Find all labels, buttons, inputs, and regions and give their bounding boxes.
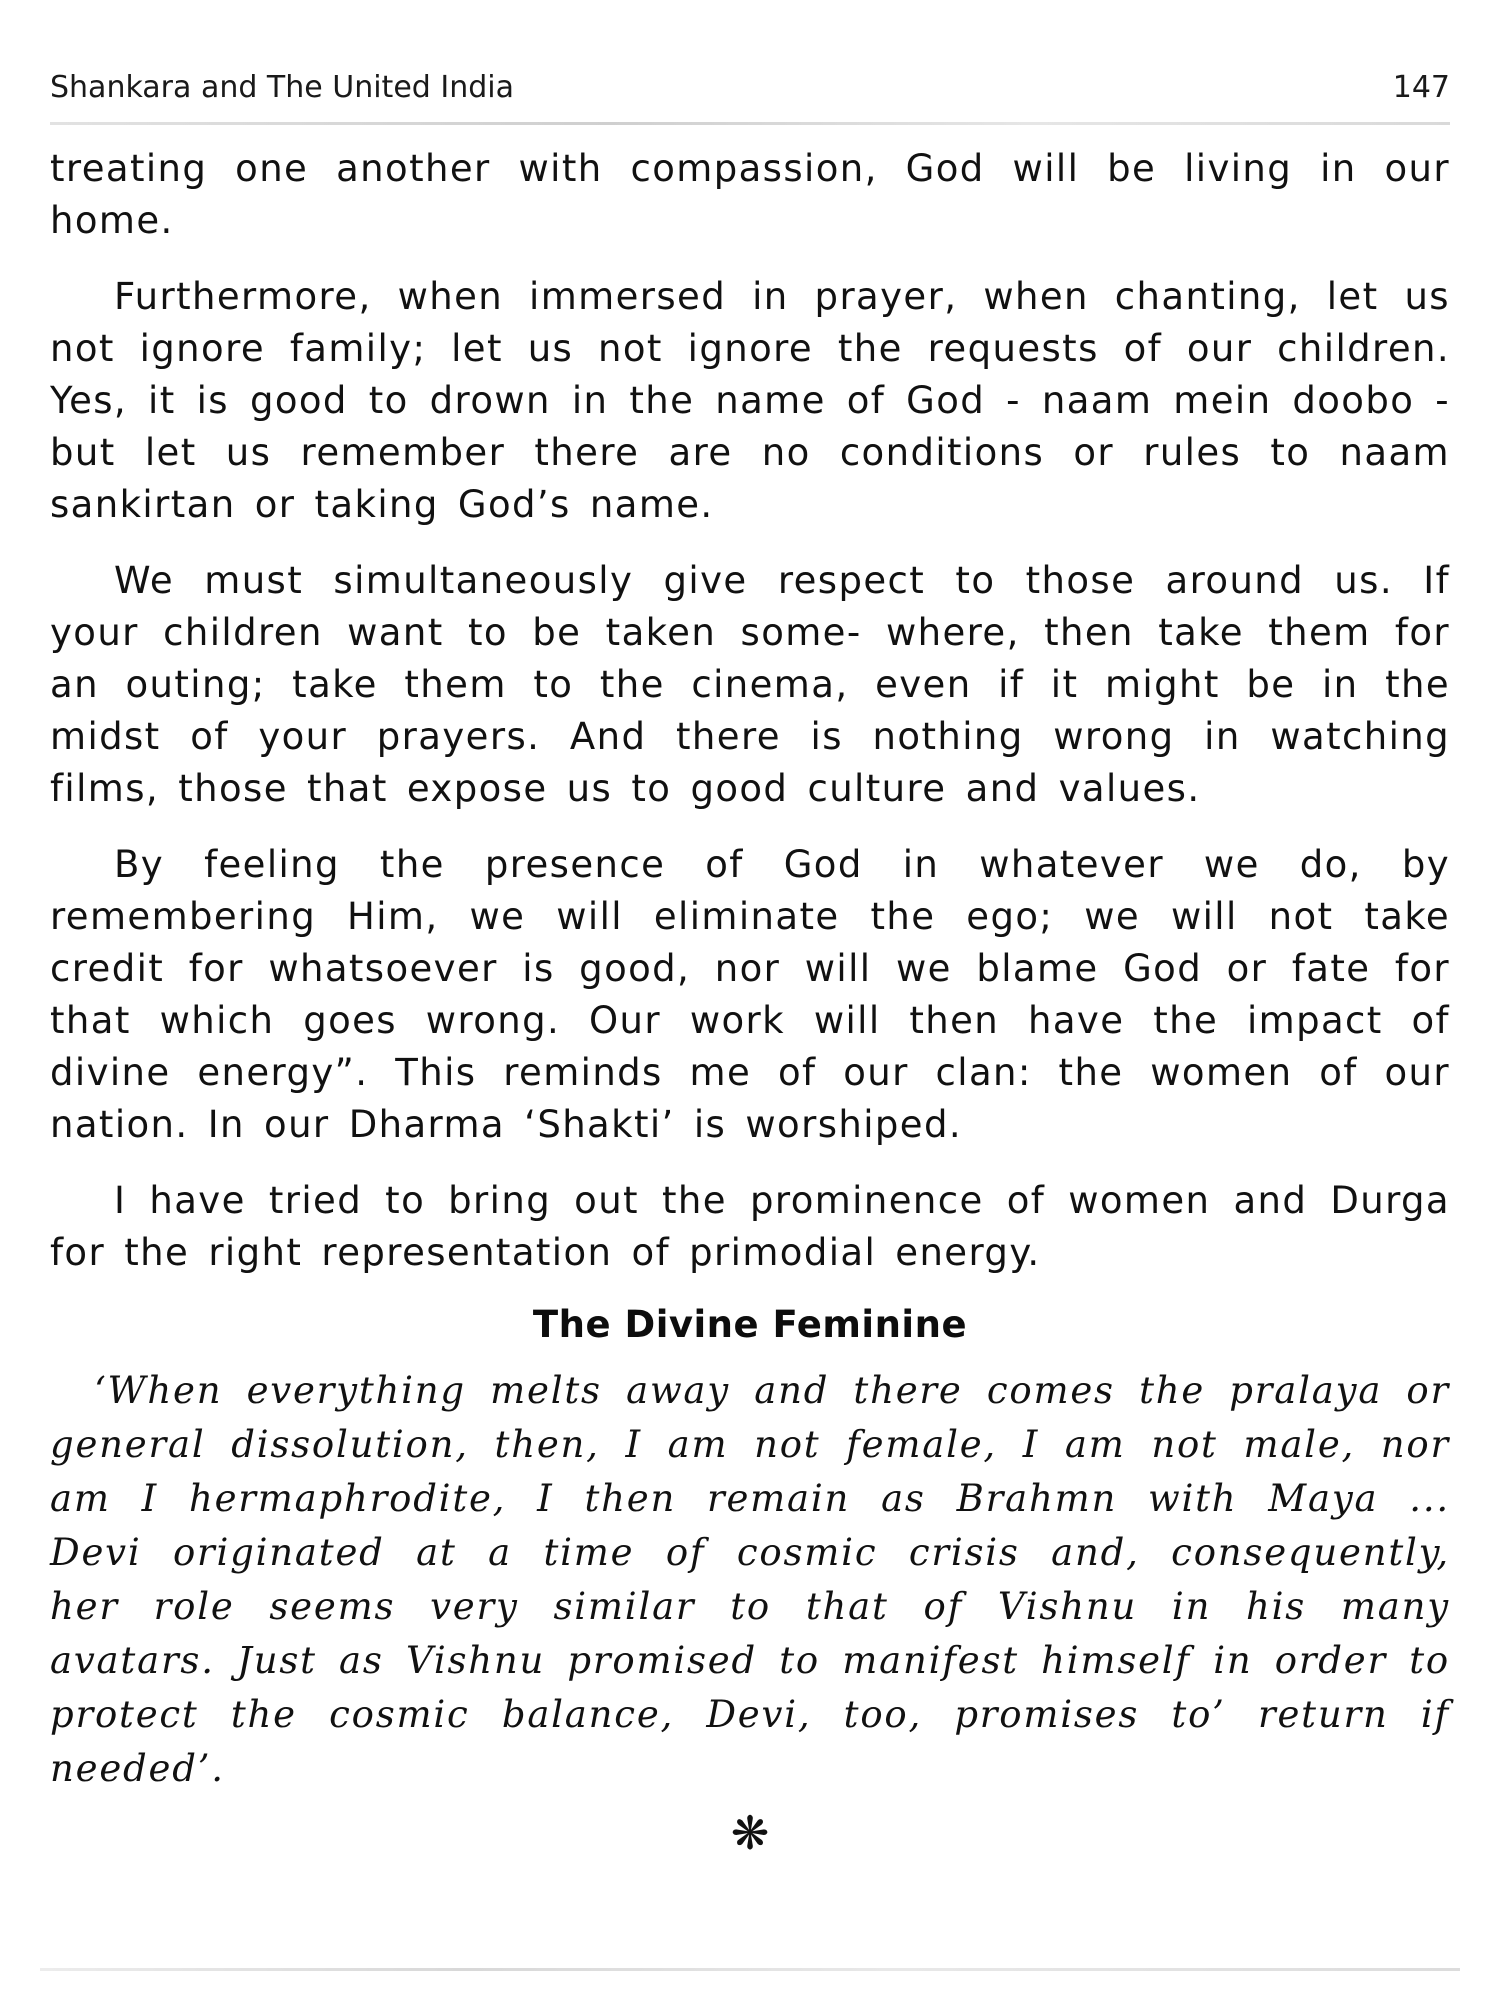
page-number: 147 bbox=[1392, 70, 1450, 105]
section-heading: The Divine Feminine bbox=[532, 1303, 968, 1346]
paragraph: Furthermore, when immersed in prayer, when chanting, let us not ignore family; let us not ignore the requests of our children. Yes, it is good to drown in the name of God - naam mein doobo - but let us remember there are no conditions or rules to naam sankirtan or taking God’s name. bbox=[50, 275, 1450, 526]
header-rule bbox=[50, 122, 1450, 125]
running-header bbox=[50, 70, 1450, 116]
paragraph: I have tried to bring out the prominence of women and Durga for the right representation of primodial energy. bbox=[50, 1179, 1450, 1274]
paragraph-continued: treating one another with compassion, God will be living in our home. bbox=[50, 147, 1450, 242]
section-quote: ‘When everything melts away and there comes the pralaya or general dissolution, then, I am not female, I am not male, nor am I hermaphrodite, I then remain as Brahmn with Maya ... Devi originated at a time of cosmic crisis and, consequently, her role seems very similar to that of Vishnu in his many avatars. Just as Vishnu promised to manifest himself in order to protect the cosmic balance, Devi, too, promises to’ return if needed’. bbox=[50, 1369, 1450, 1790]
body-text bbox=[50, 143, 1450, 1279]
asterisk-ornament-icon: ❋ bbox=[730, 1806, 770, 1860]
running-title: Shankara and The United India bbox=[50, 70, 514, 105]
paragraph: By feeling the presence of God in whatever we do, by remembering Him, we will eliminate the ego; we will not take credit for whatsoever is good, nor will we blame God or fate for that which goes wrong. Our work will then have the impact of divine energy”. This reminds me of our clan: the women of our nation. In our Dharma ‘Shakti’ is worshiped. bbox=[50, 843, 1450, 1146]
footer-rule bbox=[40, 1968, 1460, 1971]
paragraph: We must simultaneously give respect to those around us. If your children want to be taken some- where, then take them for an outing; take them to the cinema, even if it might be in the midst of your prayers. And there is nothing wrong in watching films, those that expose us to good culture and values. bbox=[50, 559, 1450, 810]
